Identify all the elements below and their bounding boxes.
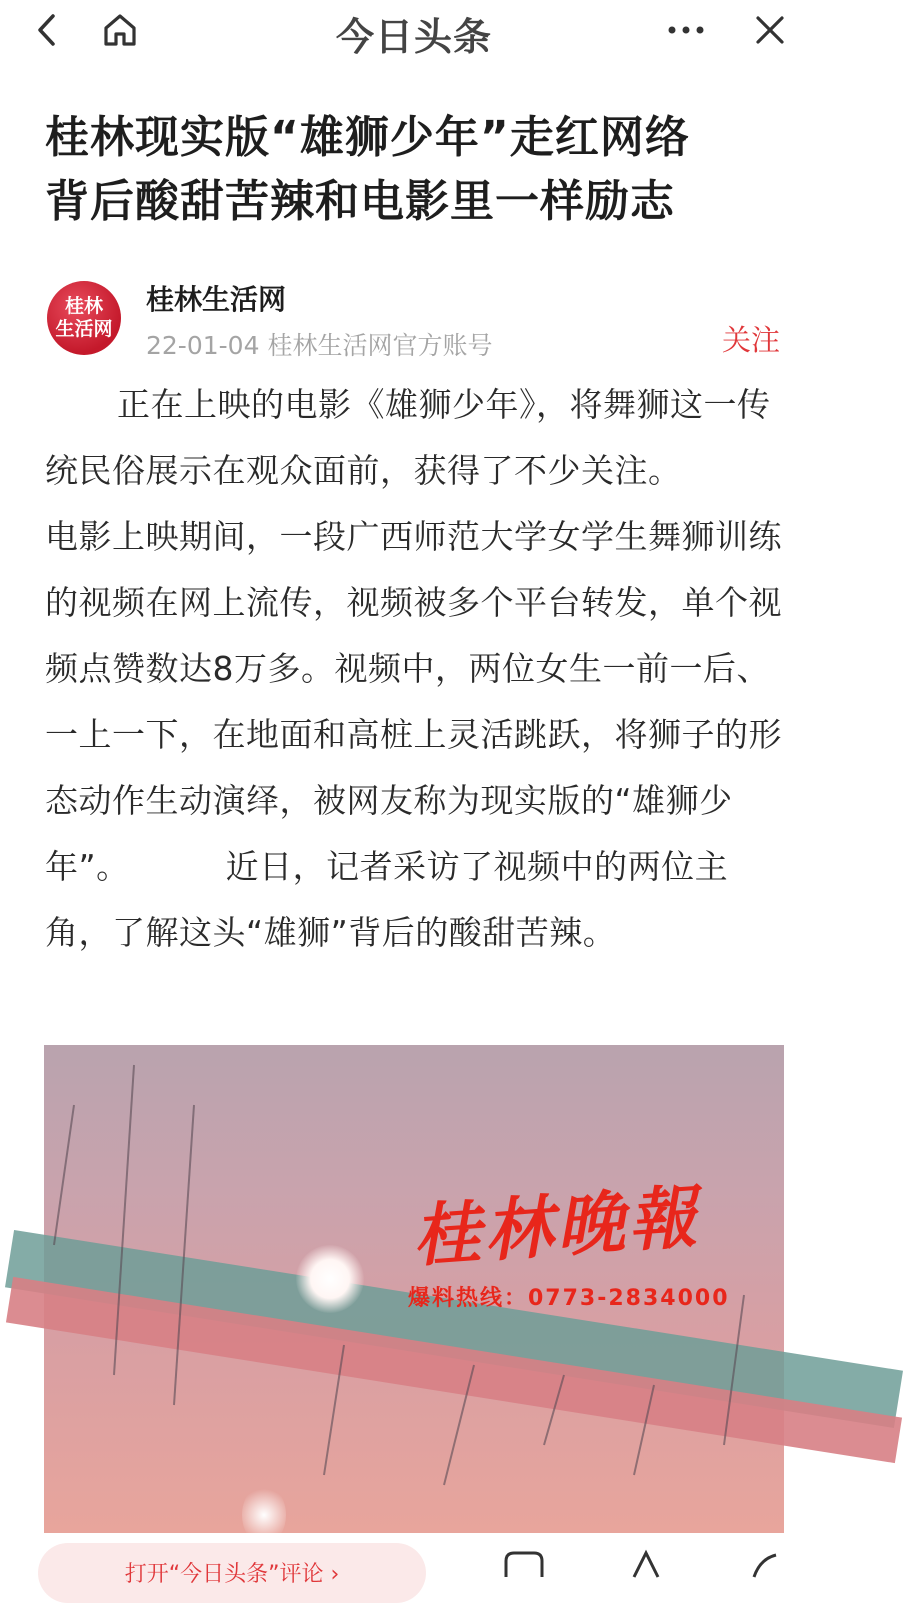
follow-button[interactable]: 关注 [722, 323, 781, 357]
article-title-line-2: 背后酸甜苦辣和电影里一样励志 [45, 176, 675, 227]
image-watermark-hotline: 爆料热线：0773-2834000 [408, 1286, 730, 1311]
close-icon [754, 14, 786, 46]
author-meta [146, 326, 492, 362]
bottom-bar [0, 1533, 828, 1587]
like-icon[interactable] [626, 1547, 666, 1577]
avatar-text-line-1: 桂林 [64, 295, 103, 317]
article-title-line-1: 桂林现实版“雄狮少年”走红网络 [45, 112, 690, 163]
body-paragraph-1: 正在上映的电影《雄狮少年》，将舞狮这一传统民俗展示在观众面前，获得了不少关注。 [45, 385, 771, 490]
avatar-text-line-2: 生活网 [55, 318, 113, 340]
top-navigation-bar [0, 0, 828, 60]
more-button[interactable] [660, 4, 712, 56]
share-icon[interactable] [750, 1547, 784, 1577]
article-image[interactable] [44, 1045, 784, 1533]
body-paragraph-2: 电影上映期间，一段广西师范大学女学生舞狮训练的视频在网上流传，视频被多个平台转发，单个视频点赞数达8万多。视频中，两位女生一前一后、一上一下，在地面和高桩上灵活跳跃，将狮子的形态动作生动演绎，被网友称为现实版的“雄狮少年”。 [45, 517, 782, 886]
account-type: 桂林生活网官方账号 [267, 331, 493, 360]
author-avatar[interactable] [47, 281, 121, 355]
image-watermark-title: 桂林晚報 [409, 1177, 703, 1277]
article-title [45, 106, 785, 234]
comment-icon[interactable] [500, 1547, 548, 1577]
app-title: 今日头条 [335, 15, 492, 59]
article-body [45, 372, 785, 966]
close-button[interactable] [744, 4, 796, 56]
more-icon [666, 24, 706, 36]
open-app-comment-button[interactable]: 打开“今日头条”评论 › [38, 1543, 426, 1603]
body-paragraph-3: 近日，记者采访了视频中的两位主角，了解这头“雄狮”背后的酸甜苦辣。 [45, 847, 729, 952]
publish-date: 22-01-04 [146, 331, 260, 360]
ceiling-light [296, 1245, 364, 1313]
author-name[interactable]: 桂林生活网 [146, 283, 287, 316]
